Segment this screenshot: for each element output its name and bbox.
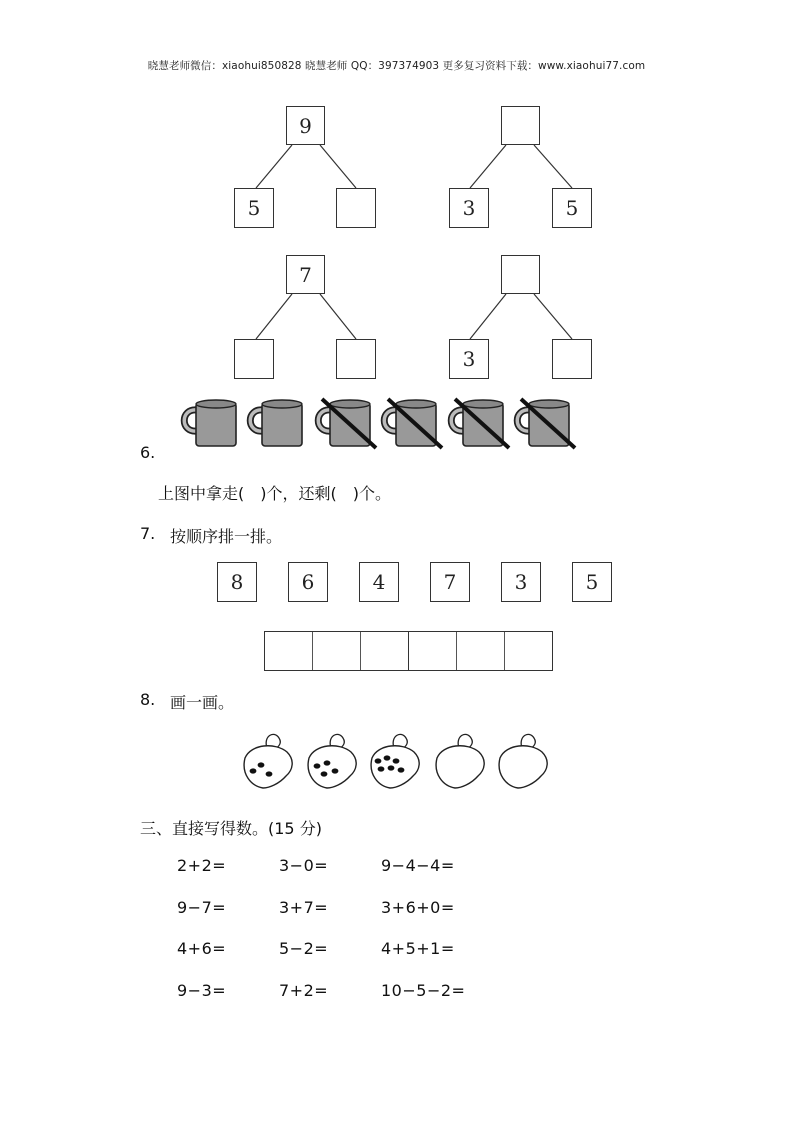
q7-answer-slot[interactable]: [409, 632, 457, 670]
q7-number-card: 3: [501, 562, 541, 602]
ladybug-icon: [244, 734, 292, 788]
arith-item: 3−0=: [279, 856, 329, 875]
ladybug-icon: [308, 734, 356, 788]
page-header: 晓慧老师微信：xiaohui850828 晓慧老师 QQ：397374903 更多复习资料下载：www.xiaohui77.com: [147, 60, 646, 72]
q7-number-card: 7: [430, 562, 470, 602]
q7-answer-slot[interactable]: [361, 632, 409, 670]
arith-item: 7+2=: [279, 981, 329, 1000]
q7-number-card: 6: [288, 562, 328, 602]
q8-title: 画一画。: [170, 693, 235, 712]
tree1-right-box[interactable]: [336, 188, 376, 228]
q7-answer-slot[interactable]: [457, 632, 505, 670]
ladybug-dot: [378, 766, 385, 771]
ladybug-dot: [324, 760, 331, 765]
q7-answer-slot[interactable]: [313, 632, 361, 670]
ladybugs-illustration: [0, 728, 793, 794]
ladybug-dot: [398, 767, 405, 772]
cup-icon: [384, 399, 442, 448]
arith-item: 3+6+0=: [381, 898, 455, 917]
arith-item: 4+5+1=: [381, 939, 455, 958]
section3-title: 三、直接写得数。(15 分): [140, 819, 322, 838]
tree3-left-box[interactable]: [234, 339, 274, 379]
tree2-top-box[interactable]: [501, 106, 540, 145]
tree3-right-box[interactable]: [336, 339, 376, 379]
arith-item: 2+2=: [177, 856, 227, 875]
tree1-left-box[interactable]: 5: [234, 188, 274, 228]
ladybug-icon: [436, 734, 484, 788]
q7-number: 7.: [140, 524, 156, 543]
q7-answer-slot[interactable]: [505, 632, 552, 670]
ladybug-dot: [258, 762, 265, 767]
ladybug-dot: [314, 763, 321, 768]
ladybug-dot: [250, 768, 257, 773]
tree4-right-box[interactable]: [552, 339, 592, 379]
cup-icon: [451, 399, 509, 448]
ladybug-dot: [321, 771, 328, 776]
tree4-top-box[interactable]: [501, 255, 540, 294]
ladybug-dot: [384, 755, 391, 760]
q7-answer-slot[interactable]: [265, 632, 313, 670]
arith-item: 10−5−2=: [381, 981, 466, 1000]
cup-icon: [250, 400, 302, 446]
tree3-top-box[interactable]: 7: [286, 255, 325, 294]
arith-item: 5−2=: [279, 939, 329, 958]
cup-icon: [318, 399, 376, 448]
tree2-right-box[interactable]: 5: [552, 188, 592, 228]
ladybug-dot: [375, 758, 382, 763]
ladybug-dot: [332, 768, 339, 773]
q6-number: 6.: [140, 443, 156, 462]
q8-number: 8.: [140, 690, 156, 709]
arith-item: 3+7=: [279, 898, 329, 917]
ladybug-dot: [266, 771, 273, 776]
q7-number-card: 5: [572, 562, 612, 602]
tree4-left-box[interactable]: 3: [449, 339, 489, 379]
arith-item: 4+6=: [177, 939, 227, 958]
tree1-top-box[interactable]: 9: [286, 106, 325, 145]
cup-icon: [517, 399, 575, 448]
ladybug-dot: [388, 765, 395, 770]
q6-question: 上图中拿走( )个，还剩( )个。: [158, 484, 391, 503]
cups-illustration: [0, 395, 793, 455]
q7-answer-row: [264, 631, 553, 671]
arith-item: 9−4−4=: [381, 856, 455, 875]
q7-number-card: 8: [217, 562, 257, 602]
arith-item: 9−7=: [177, 898, 227, 917]
tree2-left-box[interactable]: 3: [449, 188, 489, 228]
q7-number-card: 4: [359, 562, 399, 602]
q7-title: 按顺序排一排。: [170, 527, 283, 546]
ladybug-dot: [393, 758, 400, 763]
ladybug-icon: [499, 734, 547, 788]
arith-item: 9−3=: [177, 981, 227, 1000]
ladybug-icon: [371, 734, 419, 788]
cup-icon: [184, 400, 236, 446]
